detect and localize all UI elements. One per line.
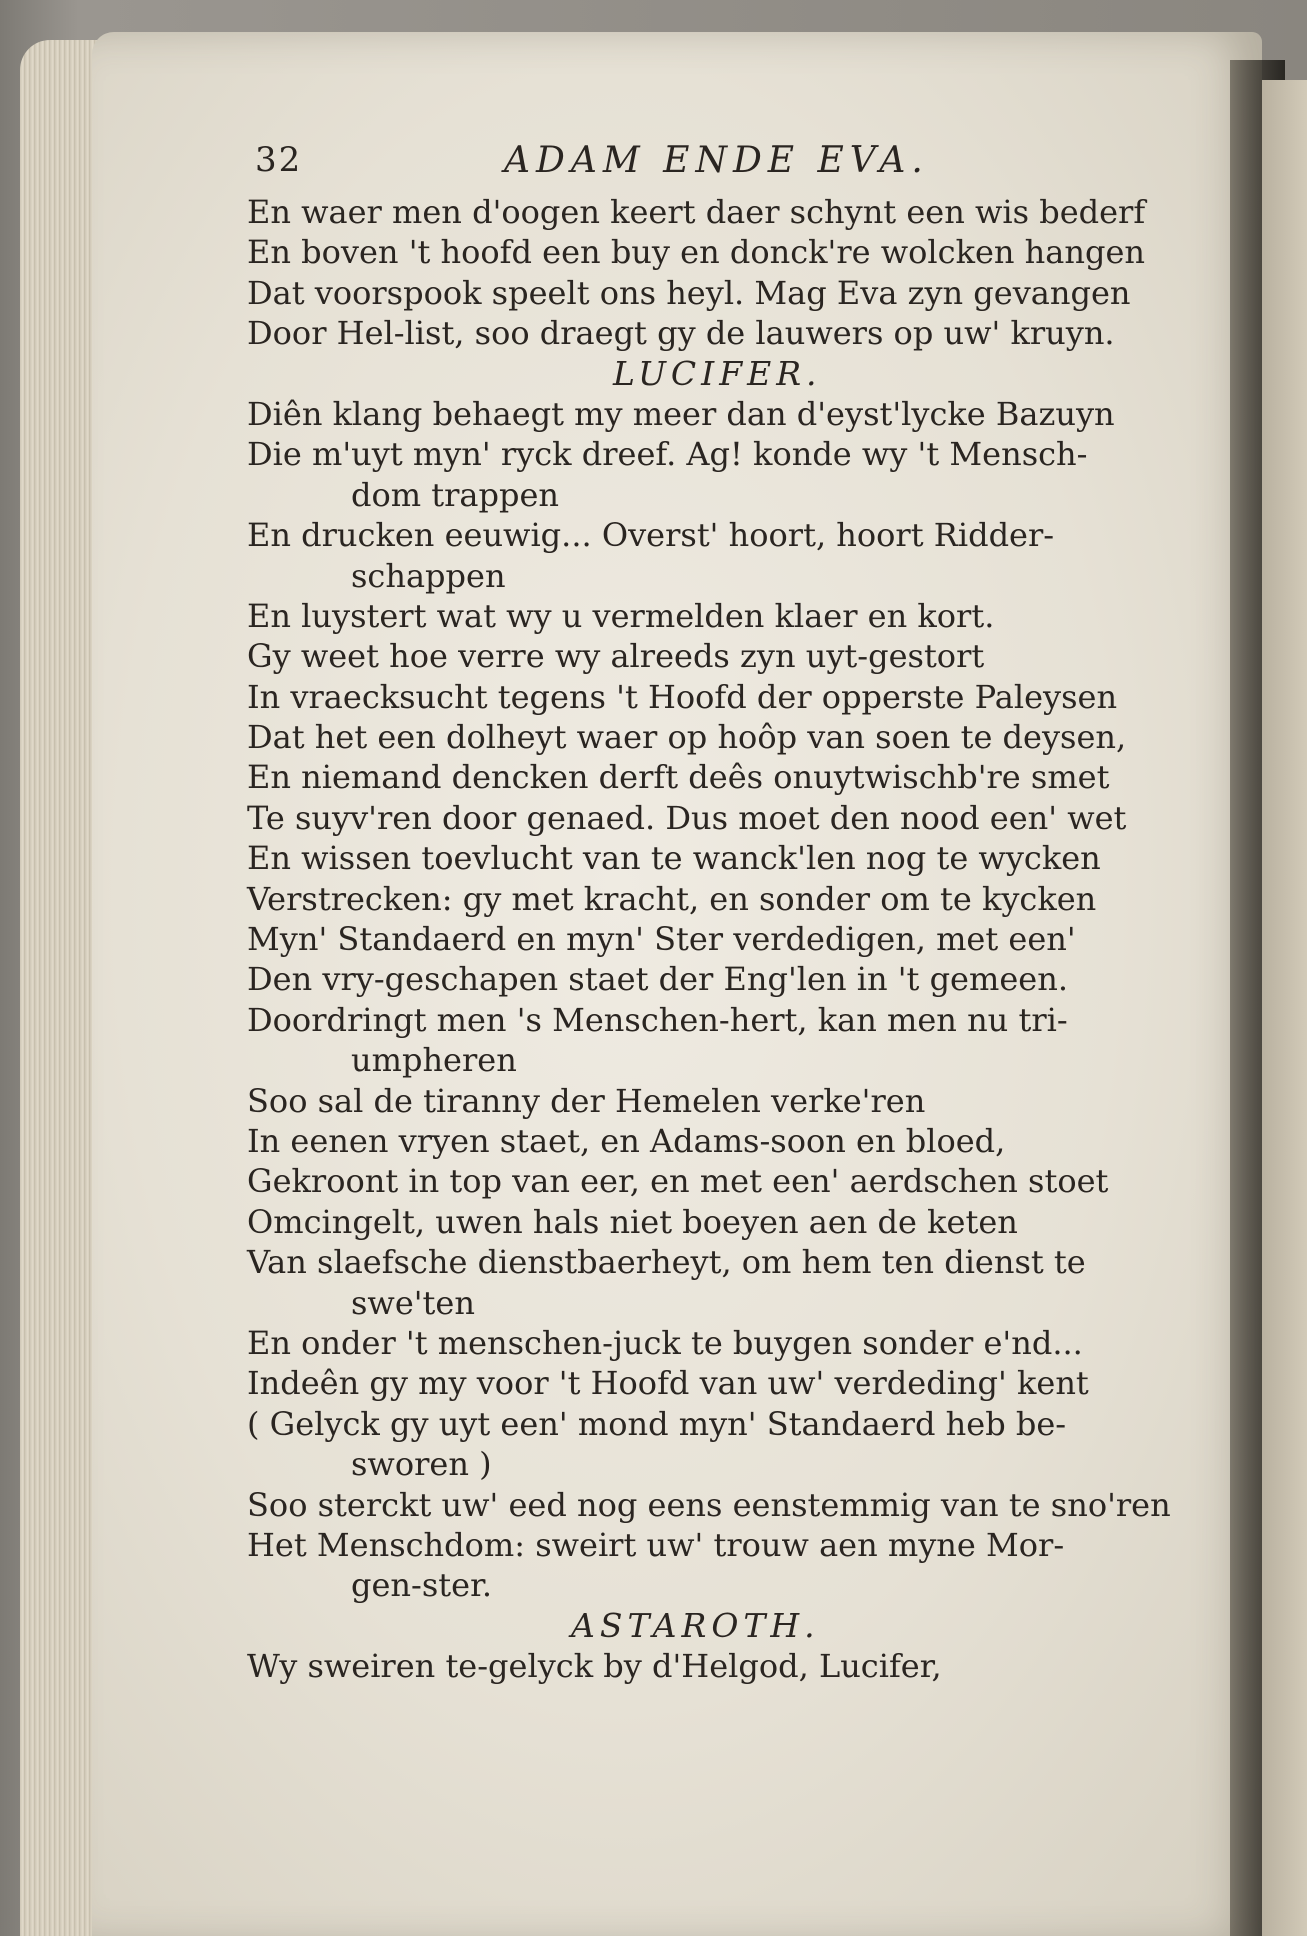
verse-line: En wissen toevlucht van te wanck'len nog te wycken [247, 839, 1101, 878]
verse-line: Te suyv'ren door genaed. Dus moet den nood een' wet [247, 798, 1127, 837]
verse-continuation: schappen [351, 556, 506, 595]
verse-line: Soo sterckt uw' eed nog eens eenstemmig van te sno'ren [247, 1485, 1171, 1524]
verse-continuation: umpheren [351, 1041, 517, 1080]
verse-line: Den vry-geschapen staet der Eng'len in 't gemeen. [247, 960, 1068, 999]
verse-line: In eenen vryen staet, en Adams-soon en bloed, [247, 1121, 1006, 1160]
page-text [247, 140, 1247, 1686]
verse-line: Indeên gy my voor 't Hoofd van uw' verdeding' kent [247, 1364, 1089, 1403]
page-number: 32 [255, 140, 303, 180]
speaker-name: ASTAROTH. [571, 1605, 820, 1645]
facing-page-edge [1262, 80, 1307, 1936]
verse-line: En boven 't hoofd een buy en donck're wolcken hangen [247, 233, 1145, 272]
verse-line: Gekroont in top van eer, en met een' aerdschen stoet [247, 1162, 1109, 1201]
verse-continuation: dom trappen [351, 475, 560, 514]
verse-continuation: sworen ) [351, 1445, 492, 1484]
verse-line: En drucken eeuwig... Overst' hoort, hoort Ridder- [247, 516, 1055, 555]
verse-line: En luystert wat wy u vermelden klaer en kort. [247, 596, 995, 635]
verse-line: En niemand dencken derft deês onuytwischb're smet [247, 758, 1110, 797]
verse-line: Dat voorspook speelt ons heyl. Mag Eva zyn gevangen [247, 273, 1131, 312]
speaker-name: LUCIFER. [613, 353, 822, 393]
verse-continuation: gen-ster. [351, 1566, 493, 1605]
verse-line: In vraecksucht tegens 't Hoofd der opperste Paleysen [247, 677, 1118, 716]
verse-line: Verstrecken: gy met kracht, en sonder om te kycken [247, 879, 1097, 918]
verse-line: Het Menschdom: sweirt uw' trouw aen myne Mor- [247, 1525, 1065, 1564]
running-title: ADAM ENDE EVA. [504, 140, 929, 181]
verse-line: Van slaefsche dienstbaerheyt, om hem ten dienst te [247, 1243, 1086, 1282]
verse-line: En onder 't menschen-juck te buygen sonder e'nd... [247, 1323, 1083, 1362]
verse-line: Myn' Standaerd en myn' Ster verdedigen, met een' [247, 920, 1076, 959]
verse-line: Doordringt men 's Menschen-hert, kan men nu tri- [247, 1000, 1068, 1039]
verse-line: ( Gelyck gy uyt een' mond myn' Standaerd heb be- [247, 1404, 1067, 1443]
verse-line: Door Hel-list, soo draegt gy de lauwers op uw' kruyn. [247, 314, 1115, 353]
verse-continuation: swe'ten [351, 1283, 475, 1322]
verse-line: Wy sweiren te-gelyck by d'Helgod, Lucifer, [247, 1647, 942, 1686]
verse-line: Dat het een dolheyt waer op hoôp van soen te deysen, [247, 718, 1127, 757]
verse-line: Omcingelt, uwen hals niet boeyen aen de keten [247, 1202, 1018, 1241]
verse-line: Diên klang behaegt my meer dan d'eyst'lycke Bazuyn [247, 394, 1115, 433]
verse-line: Soo sal de tiranny der Hemelen verke'ren [247, 1081, 926, 1120]
verse-line: Gy weet hoe verre wy alreeds zyn uyt-gestort [247, 637, 985, 676]
verse-line: Die m'uyt myn' ryck dreef. Ag! konde wy 't Mensch- [247, 435, 1088, 474]
page-header [247, 140, 1247, 192]
verse-line: En waer men d'oogen keert daer schynt een wis bederf [247, 193, 1146, 231]
